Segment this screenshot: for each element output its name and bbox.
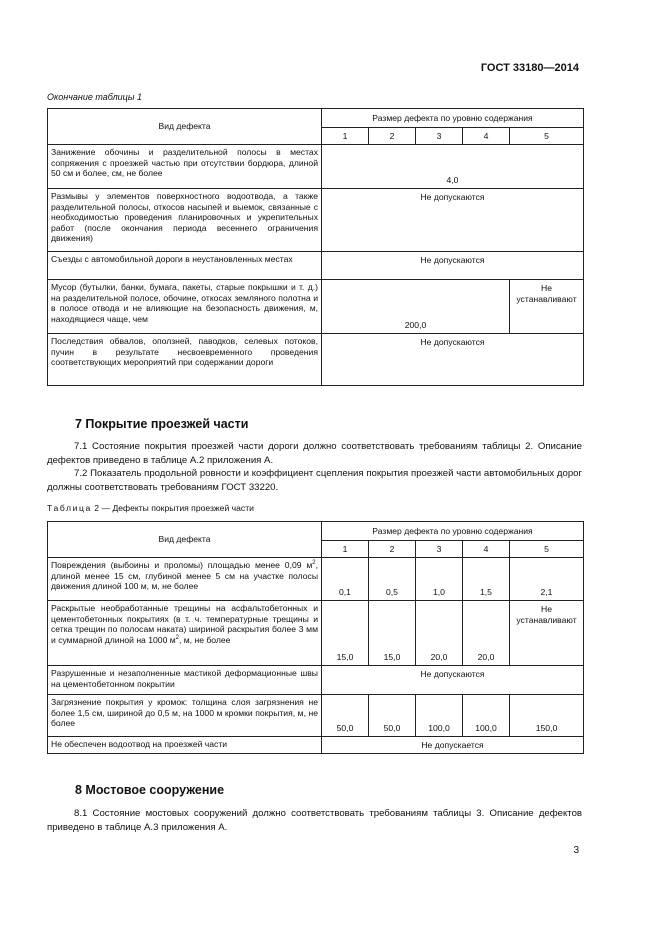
- defect-description: Загрязнение покрытия у кромок: толщина слоя загрязнения не более 1,5 см, шириной до 0,5 м, на 1000 м кромки покрытия, м, не более: [48, 695, 322, 737]
- defect-description: Мусор (бутылки, банки, бумага, пакеты, старые покрышки и т. д.) на разделительной полосе, обочине, откосах земляного полотна и в полосе отвода и не влияющие на безопасность движения, м, находящиеся чаще, чем: [48, 280, 322, 334]
- level-header: 3: [416, 128, 463, 145]
- table-1: [47, 108, 584, 386]
- table-2: [47, 521, 584, 754]
- defect-value: 1,0: [416, 558, 463, 601]
- level-header: 4: [463, 128, 510, 145]
- col-header-defect: Вид дефекта: [48, 522, 322, 558]
- col-header-size: Размер дефекта по уровню содержания: [322, 109, 584, 128]
- defect-value: 2,1: [510, 558, 584, 601]
- page-number: 3: [573, 845, 579, 856]
- level5-value: Не устанавливают: [510, 601, 584, 666]
- table-row: [48, 601, 584, 666]
- defect-value: 0,1: [322, 558, 369, 601]
- section-8-title: 8 Мостовое сооружение: [75, 783, 225, 797]
- defect-value: 100,0: [463, 695, 510, 737]
- col-header-defect: Вид дефекта: [48, 109, 322, 145]
- defect-value: Не допускается: [322, 737, 584, 754]
- level-header: 2: [369, 128, 416, 145]
- table-row: [48, 334, 584, 386]
- table-row: [48, 145, 584, 189]
- table-row: [48, 666, 584, 695]
- defect-value: Не допускаются: [322, 189, 584, 252]
- document-header: ГОСТ 33180—2014: [480, 62, 579, 74]
- paragraph-8-1: 8.1 Состояние мостовых сооружений должно соответствовать требованиям таблицы 3. Описание дефектов приведено в таблице А.3 приложения А.: [47, 808, 582, 833]
- defect-description: Разрушенные и незаполненные мастикой деформационные швы на цементобетонном покрытии: [48, 666, 322, 695]
- table-row: [48, 695, 584, 737]
- level-header: 1: [322, 128, 369, 145]
- defect-value: 20,0: [416, 601, 463, 666]
- defect-value: 150,0: [510, 695, 584, 737]
- defect-description: Размывы у элементов поверхностного водоотвода, а также разделительной полосы, откосов насыпей и выемок, связанные с необходимостью проведения планировочных и укрепительных работ (после окончания периода весеннего ограничения движения): [48, 189, 322, 252]
- defect-value: 15,0: [369, 601, 416, 666]
- level-header: 3: [416, 541, 463, 558]
- defect-value: 1,5: [463, 558, 510, 601]
- table-row: [48, 252, 584, 280]
- table-continuation-label: Окончание таблицы 1: [47, 92, 142, 102]
- level-header: 4: [463, 541, 510, 558]
- section-7-title: 7 Покрытие проезжей части: [75, 417, 249, 431]
- level-header: 5: [510, 541, 584, 558]
- level-header: 2: [369, 541, 416, 558]
- table-2-caption: Таблица 2 — Дефекты покрытия проезжей части: [47, 503, 254, 513]
- defect-value: 200,0: [322, 280, 510, 334]
- defect-description: Не обеспечен водоотвод на проезжей части: [48, 737, 322, 754]
- table-row: [48, 558, 584, 601]
- paragraph-7-2: 7.2 Показатель продольной ровности и коэффициент сцепления покрытия проезжей части автомобильных дорог должны соответствовать требованиям ГОСТ 33220.: [47, 468, 582, 493]
- defect-value: Не допускаются: [322, 334, 584, 386]
- defect-value: 4,0: [322, 145, 584, 189]
- defect-value: 50,0: [322, 695, 369, 737]
- table-row: [48, 189, 584, 252]
- defect-value: 50,0: [369, 695, 416, 737]
- level5-value: Не устанавливают: [510, 280, 584, 334]
- col-header-size: Размер дефекта по уровню содержания: [322, 522, 584, 541]
- level-header: 5: [510, 128, 584, 145]
- defect-value: 20,0: [463, 601, 510, 666]
- table-row: [48, 737, 584, 754]
- level-header: 1: [322, 541, 369, 558]
- defect-description: Съезды с автомобильной дороги в неустановленных местах: [48, 252, 322, 280]
- defect-description: Занижение обочины и разделительной полосы в местах сопряжения с проезжей частью при отсутствии бордюра, длиной 50 см и более, см, не более: [48, 145, 322, 189]
- defect-description: Раскрытые необработанные трещины на асфальтобетонных и цементобетонных покрытиях (в т. ч. температурные трещины и сетка трещин по полосам наката) шириной раскрытия более 3 мм и суммарной длиной на 1000 $м^2$, м, не более: [48, 601, 322, 666]
- defect-description: Последствия обвалов, оползней, паводков, селевых потоков, пучин в результате несвоевременного проведения соответствующих мероприятий при содержании дороги: [48, 334, 322, 386]
- defect-value: Не допускаются: [322, 666, 584, 695]
- defect-value: 15,0: [322, 601, 369, 666]
- defect-value: 100,0: [416, 695, 463, 737]
- defect-value: 0,5: [369, 558, 416, 601]
- paragraph-7-1: 7.1 Состояние покрытия проезжей части дороги должно соответствовать требованиям таблицы 2. Описание дефектов приведено в таблице А.2 приложения А.: [47, 441, 582, 466]
- defect-value: Не допускаются: [322, 252, 584, 280]
- table-row: [48, 280, 584, 334]
- defect-description: Повреждения (выбоины и проломы) площадью менее 0,09 $м^2$, длиной менее 15 см, глубиной менее 5 см на участке полосы движения длиной 100 м, м, не более: [48, 558, 322, 601]
